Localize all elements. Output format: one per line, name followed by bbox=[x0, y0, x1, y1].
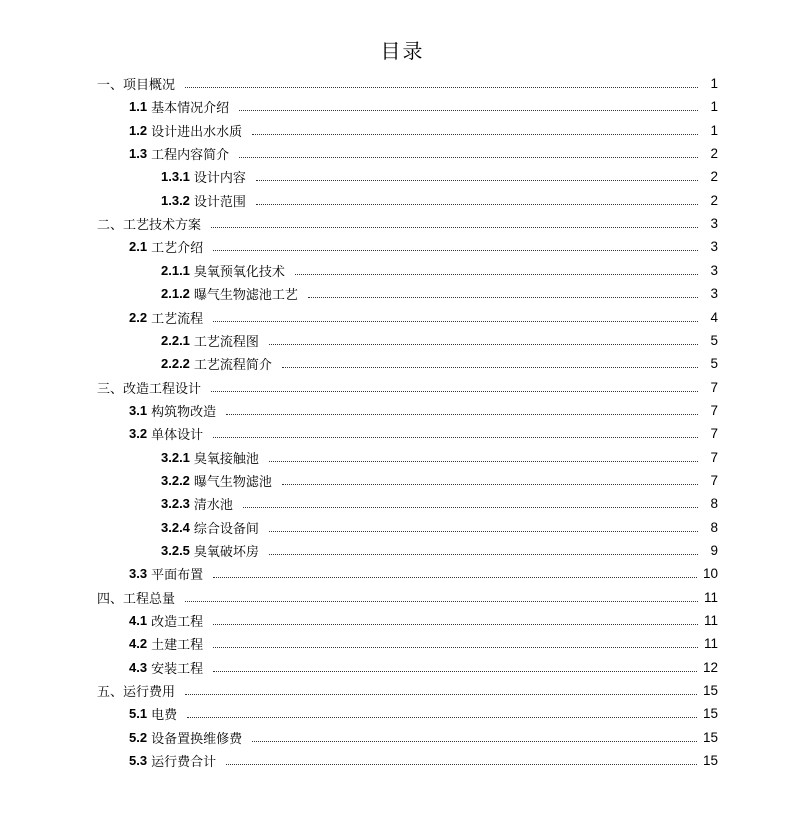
toc-entry[interactable] bbox=[129, 306, 718, 329]
toc-entry-label: 综合设备间 bbox=[193, 521, 259, 537]
toc-entry-page-number: 15 bbox=[702, 706, 718, 722]
toc-entry[interactable] bbox=[161, 165, 718, 188]
toc-entry-number: 5.1 bbox=[129, 706, 148, 722]
toc-entry-label: 清水池 bbox=[193, 498, 233, 514]
dot-leader bbox=[211, 391, 698, 392]
toc-entry[interactable] bbox=[161, 352, 718, 375]
toc-entry-number: 1.3 bbox=[129, 146, 148, 162]
toc-entry-number: 5.2 bbox=[129, 729, 148, 745]
toc-entry[interactable] bbox=[129, 562, 718, 585]
dot-leader bbox=[295, 274, 698, 275]
toc-entry-number: 1.2 bbox=[129, 122, 148, 138]
dot-leader bbox=[282, 484, 698, 485]
dot-leader bbox=[269, 531, 698, 532]
dot-leader bbox=[243, 507, 698, 508]
toc-entry-number: 3.2.3 bbox=[161, 496, 190, 512]
dot-leader bbox=[252, 741, 697, 742]
toc-entry-page-number: 11 bbox=[703, 636, 718, 652]
toc-entry-label: 单体设计 bbox=[151, 428, 204, 444]
toc-entry-label: 曝气生物滤池 bbox=[193, 474, 272, 490]
toc-entry-label: 改造工程 bbox=[151, 615, 204, 631]
toc-entry-page-number: 15 bbox=[702, 729, 718, 745]
toc-entry-label: 运行费合计 bbox=[151, 755, 217, 771]
toc-entry-page-number: 7 bbox=[710, 472, 718, 488]
toc-entry-label: 设计范围 bbox=[193, 194, 246, 210]
page-title: 目录 bbox=[380, 39, 425, 63]
toc-entry[interactable] bbox=[161, 469, 718, 492]
dot-leader bbox=[185, 694, 697, 695]
toc-entry[interactable] bbox=[161, 539, 718, 562]
toc-entry-number: 3.3 bbox=[129, 566, 148, 582]
toc-entry-label: 二、工艺技术方案 bbox=[97, 218, 202, 234]
dot-leader bbox=[256, 180, 698, 181]
toc-entry[interactable] bbox=[161, 282, 718, 305]
toc-entry-number: 3.2 bbox=[129, 426, 148, 442]
toc-entry-page-number: 3 bbox=[710, 239, 718, 255]
toc-entry-label: 工艺流程简介 bbox=[193, 358, 272, 374]
toc-entry-label: 三、改造工程设计 bbox=[97, 381, 202, 397]
toc-entry-page-number: 7 bbox=[710, 379, 718, 395]
toc-entry-number: 2.2 bbox=[129, 309, 148, 325]
dot-leader bbox=[213, 624, 698, 625]
toc-entry-number: 3.2.5 bbox=[161, 543, 190, 558]
dot-leader bbox=[269, 344, 698, 345]
toc-entry[interactable] bbox=[129, 609, 718, 632]
toc-entry-label: 臭氧接触池 bbox=[193, 451, 259, 467]
toc-entry-page-number: 4 bbox=[710, 309, 718, 325]
dot-leader bbox=[239, 157, 698, 158]
toc-entry[interactable] bbox=[129, 656, 718, 679]
toc-entry-number: 2.1.1 bbox=[161, 262, 190, 278]
toc-entry-number: 2.2.2 bbox=[161, 356, 190, 372]
toc-entry[interactable] bbox=[129, 235, 718, 258]
toc-entry-number: 4.3 bbox=[129, 659, 148, 675]
toc-entry[interactable] bbox=[161, 516, 718, 539]
toc-entry[interactable] bbox=[161, 329, 718, 352]
toc-entry[interactable] bbox=[129, 702, 718, 725]
toc-entry-label: 构筑物改造 bbox=[151, 404, 217, 420]
toc-entry-label: 设计进出水水质 bbox=[151, 124, 243, 140]
toc-entry-label: 安装工程 bbox=[151, 661, 204, 677]
toc-entry-label: 曝气生物滤池工艺 bbox=[193, 288, 298, 304]
dot-leader bbox=[226, 764, 697, 765]
toc-entry[interactable] bbox=[129, 95, 718, 118]
toc-entry-label: 设备置换维修费 bbox=[151, 731, 243, 747]
toc-entry[interactable] bbox=[161, 492, 718, 515]
toc-entry-label: 土建工程 bbox=[151, 638, 204, 654]
toc-entry[interactable] bbox=[129, 749, 718, 772]
toc-entry[interactable] bbox=[129, 119, 718, 142]
toc-entry[interactable] bbox=[97, 212, 718, 235]
dot-leader bbox=[308, 297, 698, 298]
toc-entry[interactable] bbox=[97, 586, 718, 609]
dot-leader bbox=[269, 554, 698, 555]
toc-entry-label: 工艺介绍 bbox=[151, 241, 204, 257]
toc-entry[interactable] bbox=[129, 422, 718, 445]
toc-entry-page-number: 7 bbox=[710, 426, 718, 442]
toc-entry-page-number: 5 bbox=[710, 332, 718, 348]
toc-entry-page-number: 2 bbox=[710, 169, 718, 185]
toc-entry-label: 一、项目概况 bbox=[97, 78, 176, 93]
toc-entry-page-number: 10 bbox=[702, 566, 718, 582]
dot-leader bbox=[213, 437, 698, 438]
dot-leader bbox=[269, 461, 698, 462]
dot-leader bbox=[213, 647, 698, 648]
toc-entry-label: 五、运行费用 bbox=[97, 685, 176, 701]
toc-entry-label: 设计内容 bbox=[193, 171, 246, 187]
dot-leader bbox=[213, 250, 698, 251]
toc-entry-page-number: 8 bbox=[710, 496, 718, 512]
toc-entry-page-number: 11 bbox=[703, 589, 718, 605]
toc-entry-label: 基本情况介绍 bbox=[151, 101, 230, 117]
toc-entry-page-number: 1 bbox=[710, 99, 718, 115]
dot-leader bbox=[213, 671, 697, 672]
toc-entry-page-number: 3 bbox=[710, 262, 718, 278]
dot-leader bbox=[185, 87, 698, 88]
toc-entry[interactable] bbox=[97, 679, 718, 702]
dot-leader bbox=[211, 227, 698, 228]
toc-entry-number: 1.1 bbox=[129, 99, 148, 115]
toc-entry-page-number: 7 bbox=[710, 402, 718, 418]
dot-leader bbox=[213, 577, 697, 578]
toc-entry-number: 4.2 bbox=[129, 636, 148, 652]
toc-entry[interactable] bbox=[97, 376, 718, 399]
dot-leader bbox=[252, 134, 698, 135]
toc-entry[interactable] bbox=[129, 726, 718, 749]
toc-entry-page-number: 7 bbox=[710, 449, 718, 465]
toc-entry[interactable] bbox=[161, 189, 718, 212]
dot-leader bbox=[256, 204, 698, 205]
toc-entry-page-number: 1 bbox=[710, 122, 718, 138]
toc-entry-page-number: 2 bbox=[710, 146, 718, 162]
toc-entry-number: 4.1 bbox=[129, 613, 148, 629]
dot-leader bbox=[239, 110, 698, 111]
toc-entry-page-number: 1 bbox=[710, 76, 718, 91]
toc-entry-label: 电费 bbox=[151, 708, 178, 724]
toc-entry-number: 2.2.1 bbox=[161, 332, 190, 348]
dot-leader bbox=[185, 601, 698, 602]
toc-entry-label: 工艺流程图 bbox=[193, 334, 259, 350]
toc-entry-number: 3.1 bbox=[129, 402, 148, 418]
toc-entry-page-number: 3 bbox=[710, 286, 718, 302]
toc-entry-number: 3.2.1 bbox=[161, 449, 190, 465]
toc-entry-number: 2.1.2 bbox=[161, 286, 190, 302]
toc-entry-page-number: 11 bbox=[703, 613, 718, 629]
toc-entry-label: 工程内容简介 bbox=[151, 148, 230, 164]
toc-entry-page-number: 8 bbox=[710, 519, 718, 535]
toc-entry-number: 1.3.2 bbox=[161, 192, 190, 208]
toc-entry-page-number: 15 bbox=[702, 683, 718, 699]
toc-entry-page-number: 12 bbox=[702, 659, 718, 675]
toc-entry[interactable] bbox=[97, 72, 718, 95]
dot-leader bbox=[187, 717, 697, 718]
toc-entry-label: 工艺流程 bbox=[151, 311, 204, 327]
toc-entry-number: 1.3.1 bbox=[161, 169, 190, 185]
toc-entry-number: 3.2.2 bbox=[161, 472, 190, 488]
toc-entry-page-number: 9 bbox=[710, 543, 718, 558]
toc-entry-number: 5.3 bbox=[129, 753, 148, 769]
toc-entry[interactable] bbox=[129, 142, 718, 165]
toc-entry-label: 平面布置 bbox=[151, 568, 204, 584]
toc-entry[interactable] bbox=[161, 259, 718, 282]
dot-leader bbox=[226, 414, 698, 415]
toc-entry-page-number: 5 bbox=[710, 356, 718, 372]
toc-entry-number: 3.2.4 bbox=[161, 519, 190, 535]
dot-leader bbox=[213, 321, 698, 322]
toc-entry[interactable] bbox=[129, 399, 718, 422]
toc-entry-number: 2.1 bbox=[129, 239, 148, 255]
toc-entry-page-number: 2 bbox=[710, 192, 718, 208]
toc-entry-page-number: 15 bbox=[702, 753, 718, 769]
toc-entry[interactable] bbox=[161, 446, 718, 469]
toc-entry-page-number: 3 bbox=[710, 216, 718, 232]
dot-leader bbox=[282, 367, 698, 368]
toc-entry-label: 臭氧破坏房 bbox=[193, 545, 259, 560]
toc-entry-label: 四、工程总量 bbox=[97, 591, 176, 607]
toc-entry-label: 臭氧预氧化技术 bbox=[193, 264, 285, 280]
toc-entry[interactable] bbox=[129, 632, 718, 655]
